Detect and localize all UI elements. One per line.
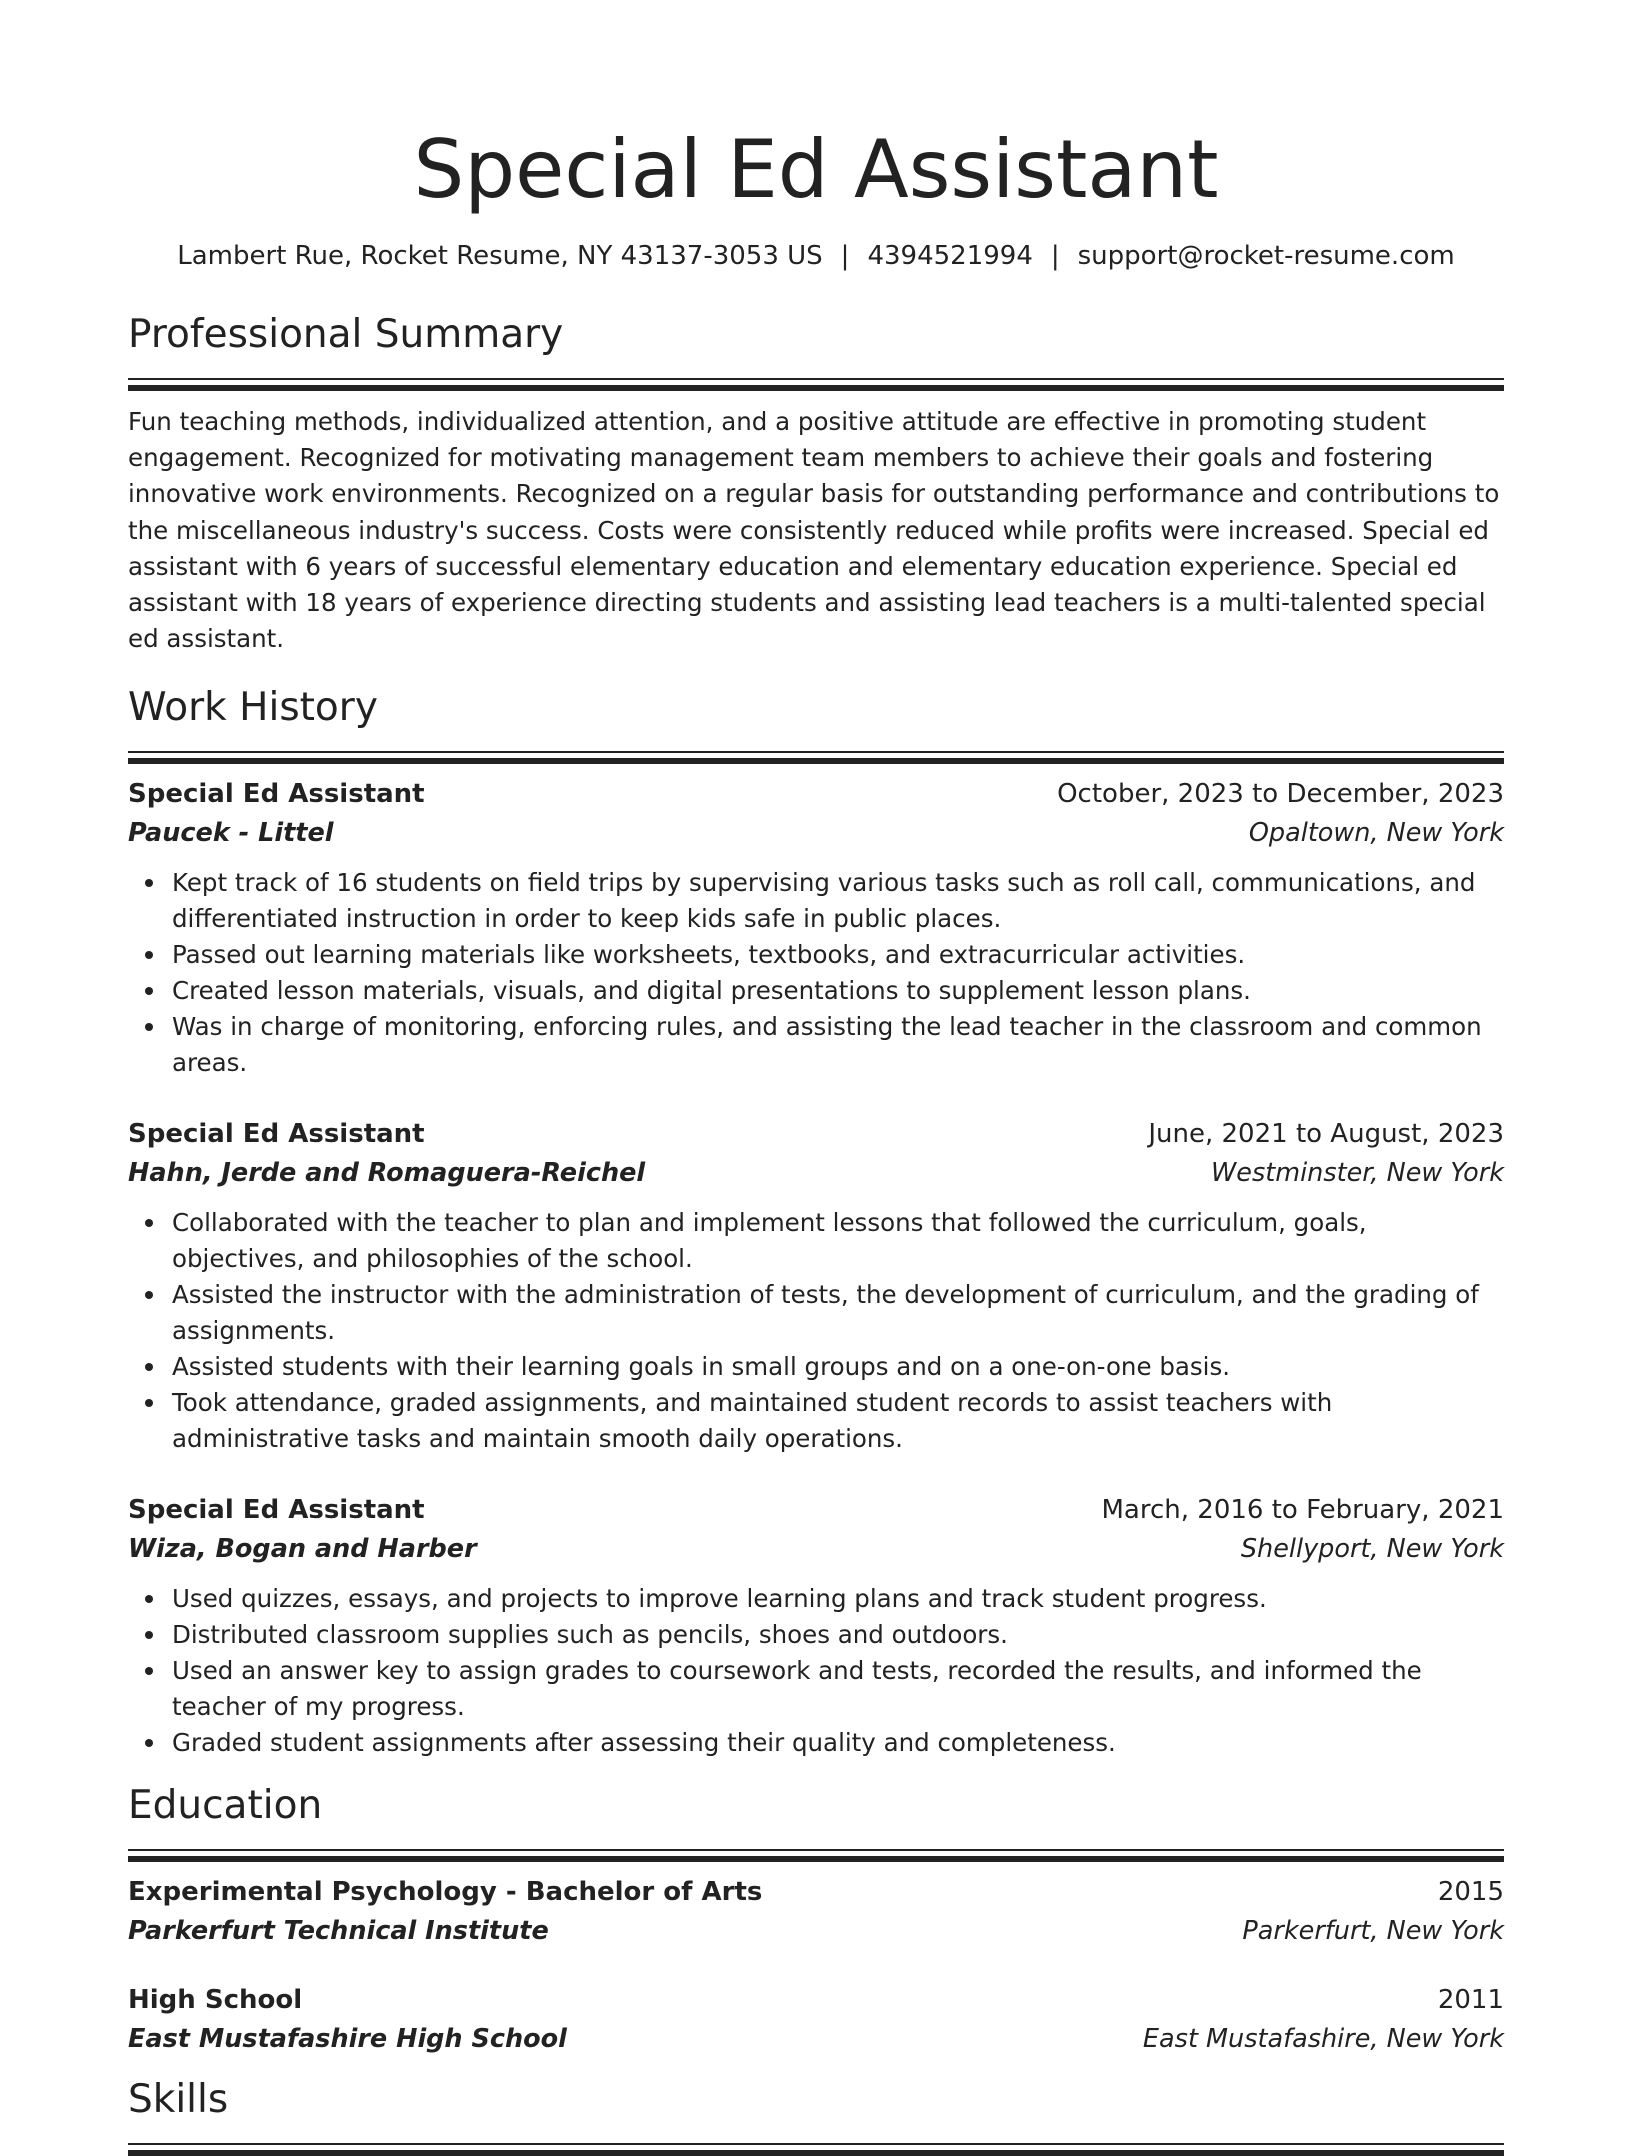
job-header-row [128,1115,1504,1154]
job-bullet: Passed out learning materials like worksheets, textbooks, and extracurricular activities. [128,937,1504,973]
education-section [128,1781,1504,2059]
job-company-row [128,814,1504,853]
education-degree: Experimental Psychology - Bachelor of Arts [128,1877,763,1908]
summary-text: Fun teaching methods, individualized attention, and a positive attitude are effective in promoting student engagement. Recognized for motivating management team members to achieve their goals and fostering innovative work environments. Recognized on a regular basis for outstanding performance and contributions to the miscellaneous industry's success. Costs were consistently reduced while profits were increased. Special ed assistant with 6 years of successful elementary education and elementary education experience. Special ed assistant with 18 years of experience directing students and assisting lead teachers is a multi-talented special ed assistant. [128,407,1500,654]
education-location: East Mustafashire, New York [1142,2024,1504,2055]
education-year: 2011 [1437,1985,1504,2016]
job-company: Paucek - Littel [128,818,334,849]
job-bullet: Collaborated with the teacher to plan and implement lessons that followed the curriculum, goals, objectives, and philosophies of the school. [128,1205,1504,1277]
job-bullet: Kept track of 16 students on field trips by supervising various tasks such as roll call, communications, and differentiated instruction in order to keep kids safe in public places. [128,865,1504,937]
contact-line [128,238,1504,274]
education-school: Parkerfurt Technical Institute [128,1916,549,1947]
job-entry [128,1491,1504,1761]
contact-separator: | [1050,241,1060,271]
job-bullet: Distributed classroom supplies such as pencils, shoes and outdoors. [128,1617,1504,1653]
education-body [128,1873,1504,2059]
section-title-summary: Professional Summary [128,312,564,357]
section-title-skills: Skills [128,2077,229,2123]
education-location: Parkerfurt, New York [1242,1916,1504,1947]
contact-address: Lambert Rue, Rocket Resume, NY 43137-3053 US [177,241,823,271]
job-company: Hahn, Jerde and Romaguera-Reichel [128,1158,646,1189]
education-header-row [128,1873,1504,1912]
job-company-row [128,1154,1504,1193]
summary-section [128,310,1504,657]
job-location: Opaltown, New York [1248,818,1504,849]
contact-phone: 4394521994 [867,241,1033,271]
job-bullet-list [128,865,1504,1081]
job-bullet: Created lesson materials, visuals, and digital presentations to supplement lesson plans. [128,973,1504,1009]
skills-section [128,2075,1504,2145]
education-year: 2015 [1437,1877,1504,1908]
work-history-body [128,775,1504,1761]
job-entry [128,775,1504,1081]
education-school-row [128,1912,1504,1951]
education-header-row [128,1981,1504,2020]
job-location: Westminster, New York [1211,1158,1504,1189]
job-company-row [128,1530,1504,1569]
education-school-row [128,2020,1504,2059]
job-entry [128,1115,1504,1457]
section-divider [128,751,1504,753]
section-divider [128,1849,1504,1851]
job-bullet: Used quizzes, essays, and projects to improve learning plans and track student progress. [128,1581,1504,1617]
job-location: Shellyport, New York [1240,1534,1504,1565]
job-title: Special Ed Assistant [128,1495,425,1526]
resume-name: Special Ed Assistant [413,123,1219,216]
section-divider [128,378,1504,380]
job-bullet-list [128,1205,1504,1457]
education-school: East Mustafashire High School [128,2024,567,2055]
job-header-row [128,775,1504,814]
education-entry [128,1981,1504,2059]
job-dates: October, 2023 to December, 2023 [1057,779,1504,810]
job-bullet: Assisted students with their learning goals in small groups and on a one-on-one basis. [128,1349,1504,1385]
job-bullet: Graded student assignments after assessing their quality and completeness. [128,1725,1504,1761]
job-bullet: Took attendance, graded assignments, and maintained student records to assist teachers with administrative tasks and maintain smooth daily operations. [128,1385,1504,1457]
job-dates: March, 2016 to February, 2021 [1101,1495,1504,1526]
contact-separator: | [840,241,850,271]
section-divider [128,2143,1504,2145]
education-entry [128,1873,1504,1951]
section-title-education: Education [128,1783,323,1829]
job-bullet: Assisted the instructor with the administration of tests, the development of curriculum, and the grading of assignments. [128,1277,1504,1349]
job-company: Wiza, Bogan and Harber [128,1534,477,1565]
work-history-section [128,683,1504,1761]
job-title: Special Ed Assistant [128,779,425,810]
job-title: Special Ed Assistant [128,1119,425,1150]
section-title-work-history: Work History [128,685,378,731]
summary-body [128,404,1504,657]
job-header-row [128,1491,1504,1530]
education-degree: High School [128,1985,303,2016]
job-bullet-list [128,1581,1504,1761]
contact-email: support@rocket-resume.com [1077,241,1455,271]
job-bullet: Used an answer key to assign grades to coursework and tests, recorded the results, and informed the teacher of my progress. [128,1653,1504,1725]
job-bullet: Was in charge of monitoring, enforcing rules, and assisting the lead teacher in the classroom and common areas. [128,1009,1504,1081]
job-dates: June, 2021 to August, 2023 [1148,1119,1504,1150]
